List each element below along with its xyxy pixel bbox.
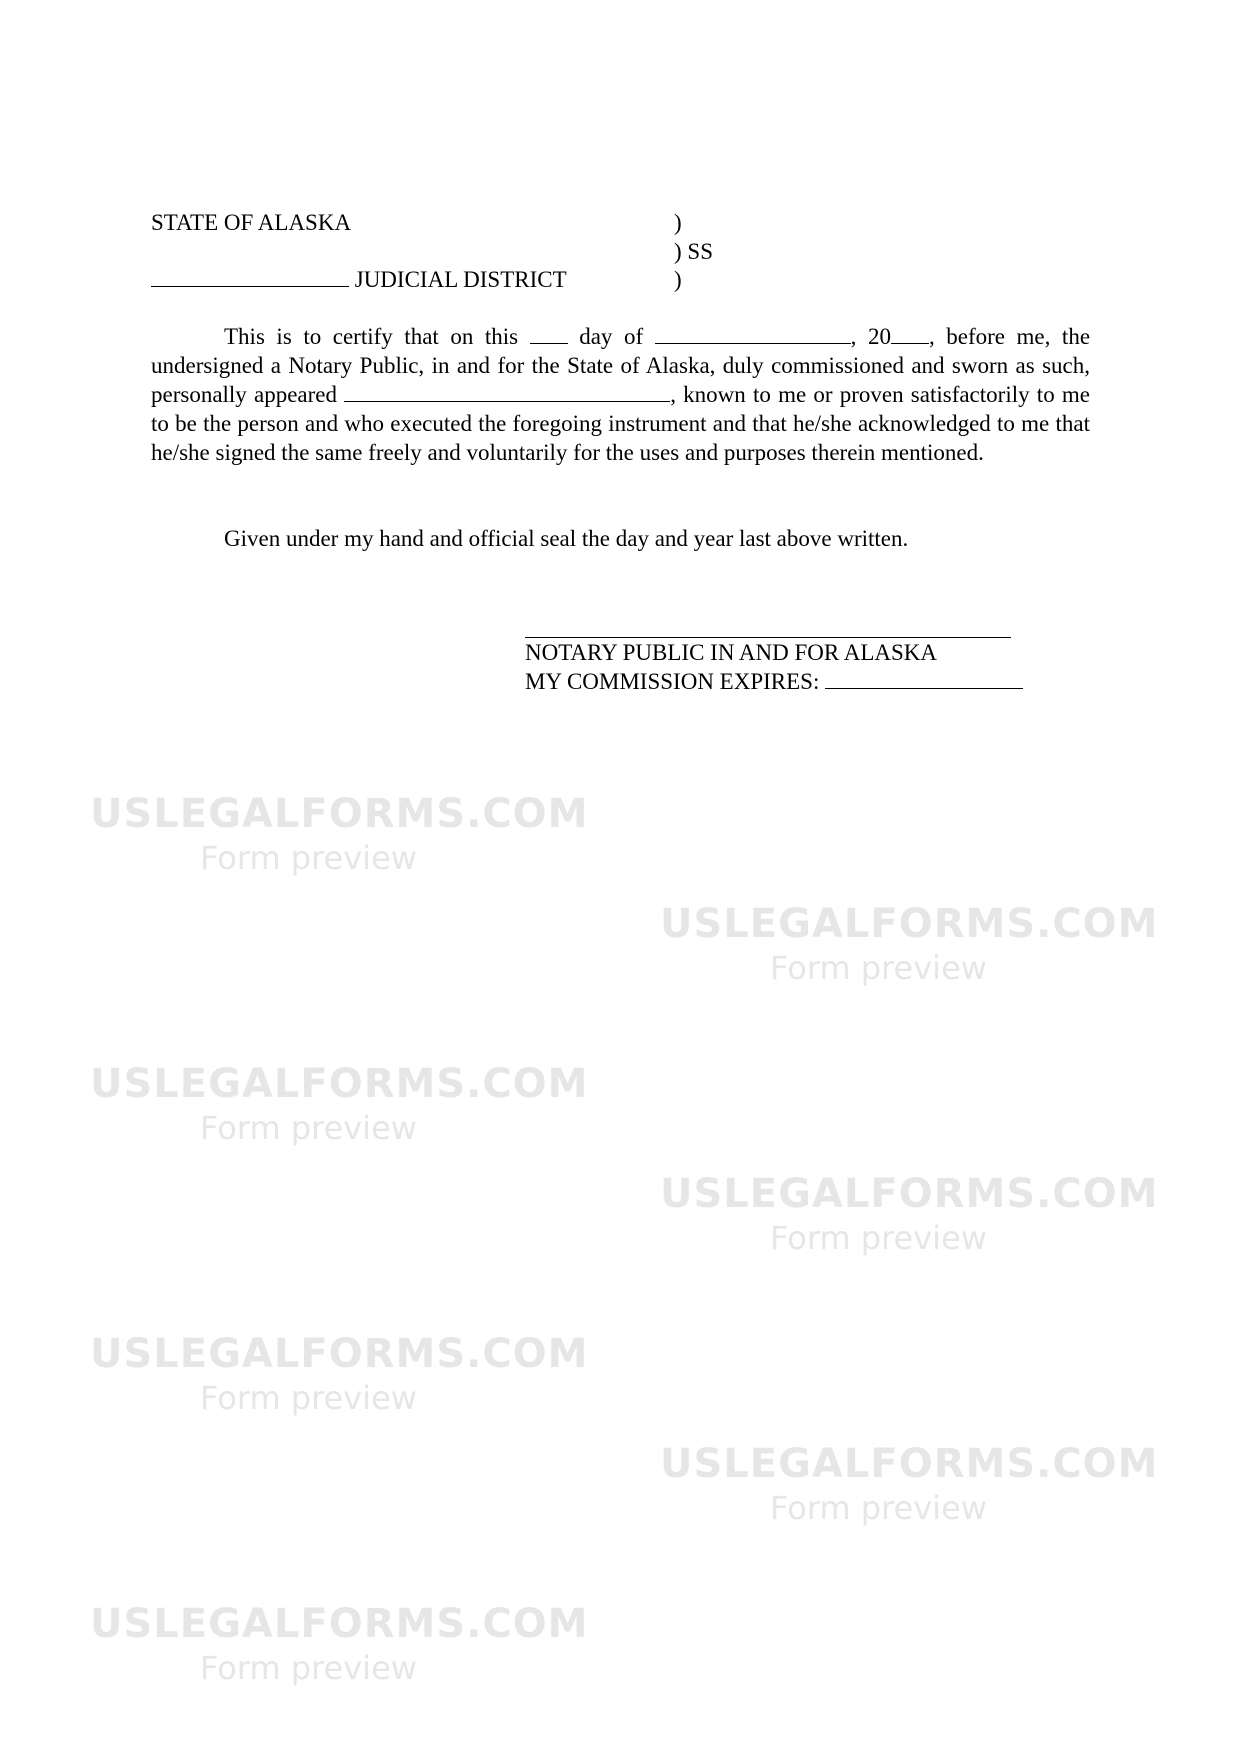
watermark-subtitle: Form preview xyxy=(200,1109,417,1147)
given-statement: Given under my hand and official seal the day and year last above written. xyxy=(224,526,909,551)
text: , 20 xyxy=(850,324,891,349)
watermark xyxy=(660,900,1158,988)
year-blank[interactable] xyxy=(891,323,929,344)
watermark-subtitle: Form preview xyxy=(770,949,987,987)
watermark xyxy=(90,1330,588,1418)
text: , known to me or proven satisfactorily to me to be the person and who executed the foregoing instrument and that he/she acknowledged to me that he/she signed the same freely and voluntarily for the uses and purposes therein mentioned. xyxy=(151,382,1090,465)
caption-paren: ) xyxy=(674,267,682,292)
text: , before me, the undersigned a Notary Public, in and for the State of Alaska, duly commissioned and sworn as such, personally appeared xyxy=(151,324,1091,407)
watermark-subtitle: Form preview xyxy=(770,1489,987,1527)
certification-paragraph xyxy=(151,322,1090,467)
watermark-brand: USLEGALFORMS.COM xyxy=(660,1441,1159,1487)
commission-expiry-blank[interactable] xyxy=(825,668,1023,689)
month-blank[interactable] xyxy=(655,323,851,344)
watermark-subtitle: Form preview xyxy=(200,1379,417,1417)
commission-label: MY COMMISSION EXPIRES: xyxy=(525,669,820,694)
watermark-brand: USLEGALFORMS.COM xyxy=(90,1061,589,1107)
text: This is to certify that on this xyxy=(224,324,519,349)
watermark xyxy=(90,1600,588,1688)
caption-paren: ) xyxy=(674,210,682,235)
watermark-subtitle: Form preview xyxy=(200,1649,417,1687)
district-label: JUDICIAL DISTRICT xyxy=(354,267,567,292)
watermark xyxy=(660,1170,1158,1258)
watermark-subtitle: Form preview xyxy=(200,839,417,877)
watermark xyxy=(660,1440,1158,1528)
text: day of xyxy=(579,324,644,349)
watermark-brand: USLEGALFORMS.COM xyxy=(90,1331,589,1377)
watermark xyxy=(90,1060,588,1148)
watermark-brand: USLEGALFORMS.COM xyxy=(90,1601,589,1647)
state-label: STATE OF ALASKA xyxy=(151,210,352,235)
watermark-brand: USLEGALFORMS.COM xyxy=(660,1171,1159,1217)
district-blank[interactable] xyxy=(151,266,349,287)
watermark-brand: USLEGALFORMS.COM xyxy=(90,791,589,837)
day-blank[interactable] xyxy=(530,323,568,344)
ss-label: ) SS xyxy=(674,239,713,264)
watermark-brand: USLEGALFORMS.COM xyxy=(660,901,1159,947)
watermark-subtitle: Form preview xyxy=(770,1219,987,1257)
watermark xyxy=(90,790,588,878)
person-name-blank[interactable] xyxy=(344,381,670,402)
notary-title: NOTARY PUBLIC IN AND FOR ALASKA xyxy=(525,640,937,665)
